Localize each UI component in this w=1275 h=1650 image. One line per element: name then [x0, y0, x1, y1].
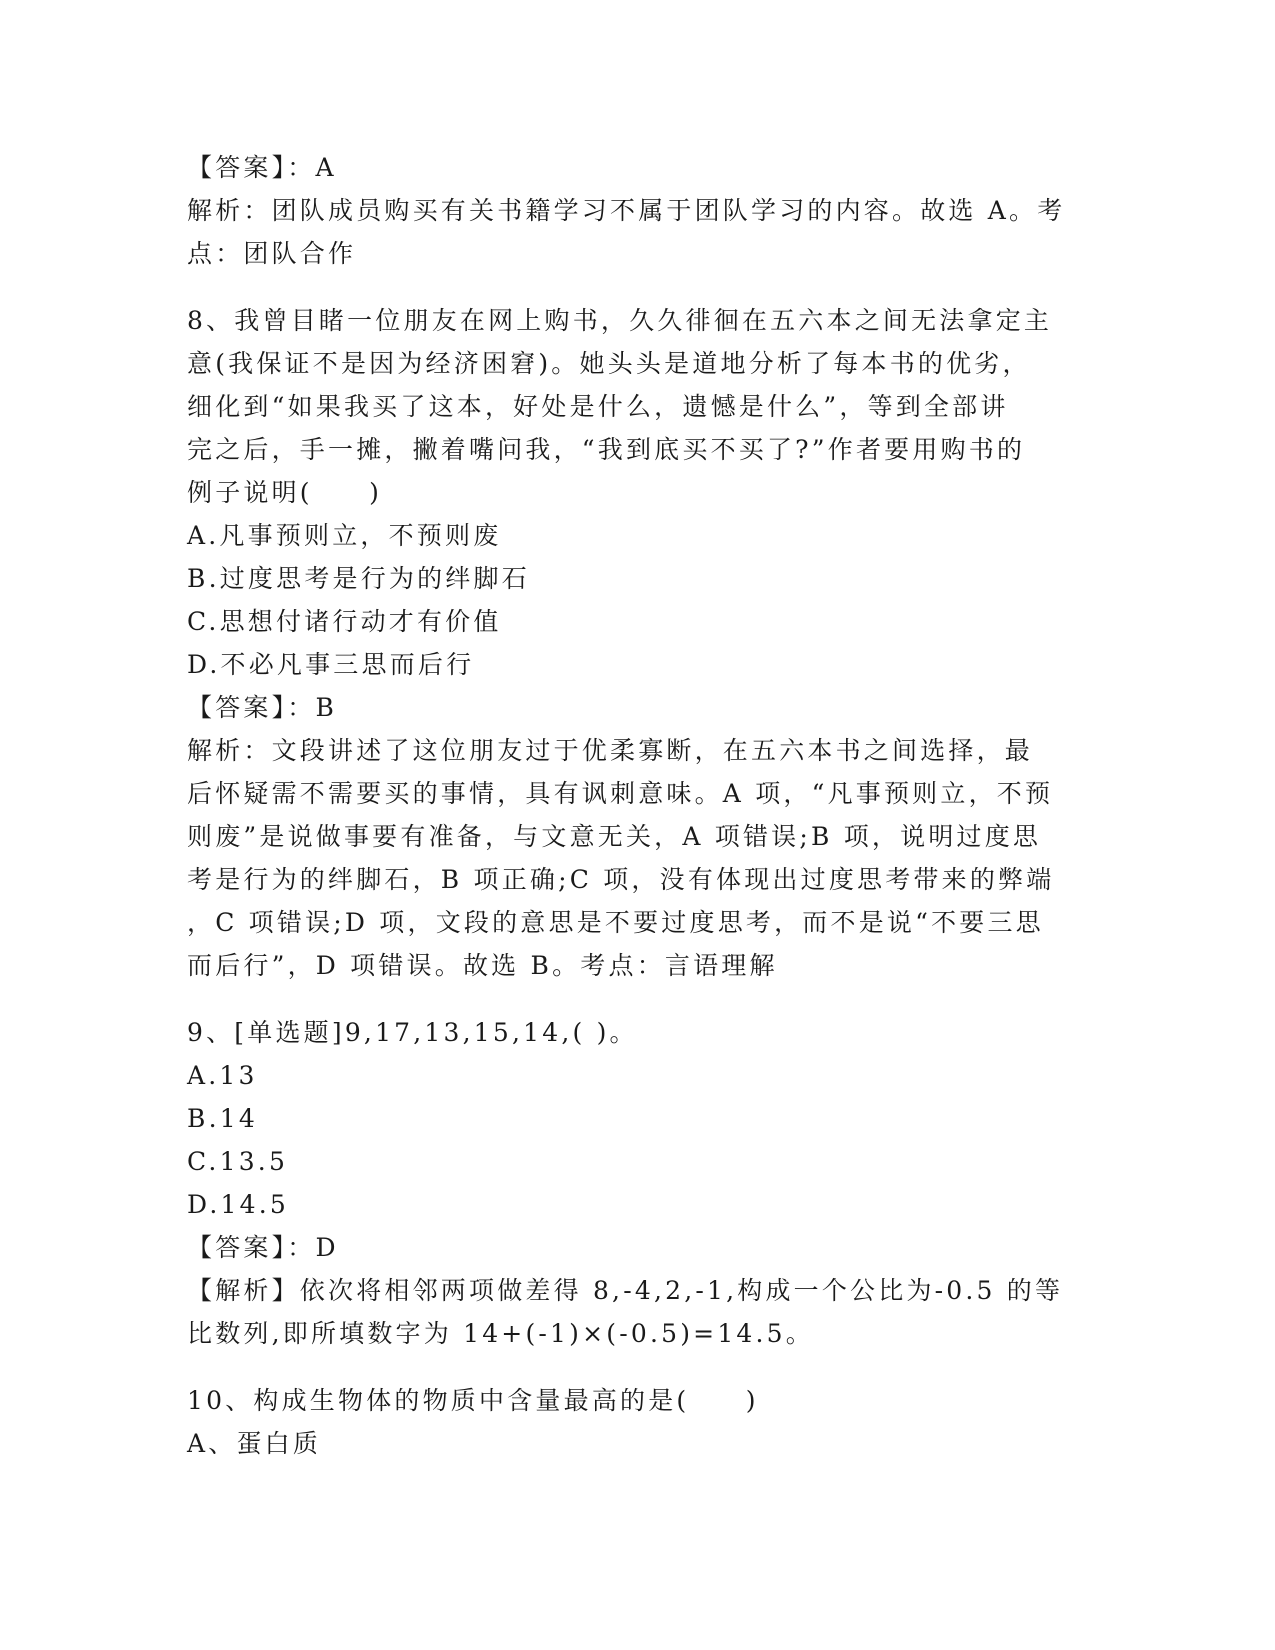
- answer-line: 【答案】：A: [187, 153, 337, 182]
- option-d: D.14.5: [187, 1190, 289, 1219]
- question-stem-line: 意(我保证不是因为经济困窘)。她头头是道地分析了每本书的优劣，: [187, 349, 1031, 378]
- question-7-tail: [187, 146, 1087, 275]
- option-b: B.过度思考是行为的绊脚石: [187, 564, 530, 593]
- question-stem-line: 8、我曾目睹一位朋友在网上购书，久久徘徊在五六本之间无法拿定主: [187, 306, 1053, 335]
- analysis-line: 而后行”，D 项错误。故选 B。考点：言语理解: [187, 951, 778, 980]
- option-a: A.凡事预则立，不预则废: [187, 521, 502, 550]
- analysis-line: ，C 项错误;D 项，文段的意思是不要过度思考，而不是说“不要三思: [187, 908, 1044, 937]
- option-a: A.13: [187, 1061, 258, 1090]
- analysis-line: 【解析】依次将相邻两项做差得 8,-4,2,-1,构成一个公比为-0.5 的等: [187, 1276, 1064, 1305]
- analysis-line: 点：团队合作: [187, 239, 357, 268]
- question-stem-line: 例子说明( ): [187, 478, 383, 507]
- answer-line: 【答案】：D: [187, 1233, 339, 1262]
- option-c: C.13.5: [187, 1147, 289, 1176]
- option-c: C.思想付诸行动才有价值: [187, 607, 502, 636]
- answer-line: 【答案】：B: [187, 693, 338, 722]
- question-9: [187, 1011, 1087, 1355]
- option-d: D.不必凡事三思而后行: [187, 650, 475, 679]
- analysis-line: 解析：文段讲述了这位朋友过于优柔寡断，在五六本书之间选择，最: [187, 736, 1034, 765]
- option-a: A、蛋白质: [187, 1429, 322, 1458]
- question-stem-line: 9、[单选题]9,17,13,15,14,( )。: [187, 1018, 638, 1047]
- question-stem-line: 完之后，手一摊，撇着嘴问我，“我到底买不买了?”作者要用购书的: [187, 435, 1026, 464]
- analysis-line: 比数列,即所填数字为 14+(-1)×(-0.5)=14.5。: [187, 1319, 814, 1348]
- question-8: [187, 299, 1087, 987]
- option-b: B.14: [187, 1104, 258, 1133]
- analysis-line: 则废”是说做事要有准备，与文意无关，A 项错误;B 项，说明过度思: [187, 822, 1042, 851]
- analysis-line: 考是行为的绊脚石，B 项正确;C 项，没有体现出过度思考带来的弊端: [187, 865, 1055, 894]
- question-stem-line: 细化到“如果我买了这本，好处是什么，遗憾是什么”，等到全部讲: [187, 392, 1009, 421]
- document-page: [187, 146, 1087, 1465]
- analysis-line: 解析：团队成员购买有关书籍学习不属于团队学习的内容。故选 A。考: [187, 196, 1066, 225]
- question-stem-line: 10、构成生物体的物质中含量最高的是( ): [187, 1386, 759, 1415]
- analysis-line: 后怀疑需不需要买的事情，具有讽刺意味。A 项，“凡事预则立，不预: [187, 779, 1054, 808]
- question-10: [187, 1379, 1087, 1465]
